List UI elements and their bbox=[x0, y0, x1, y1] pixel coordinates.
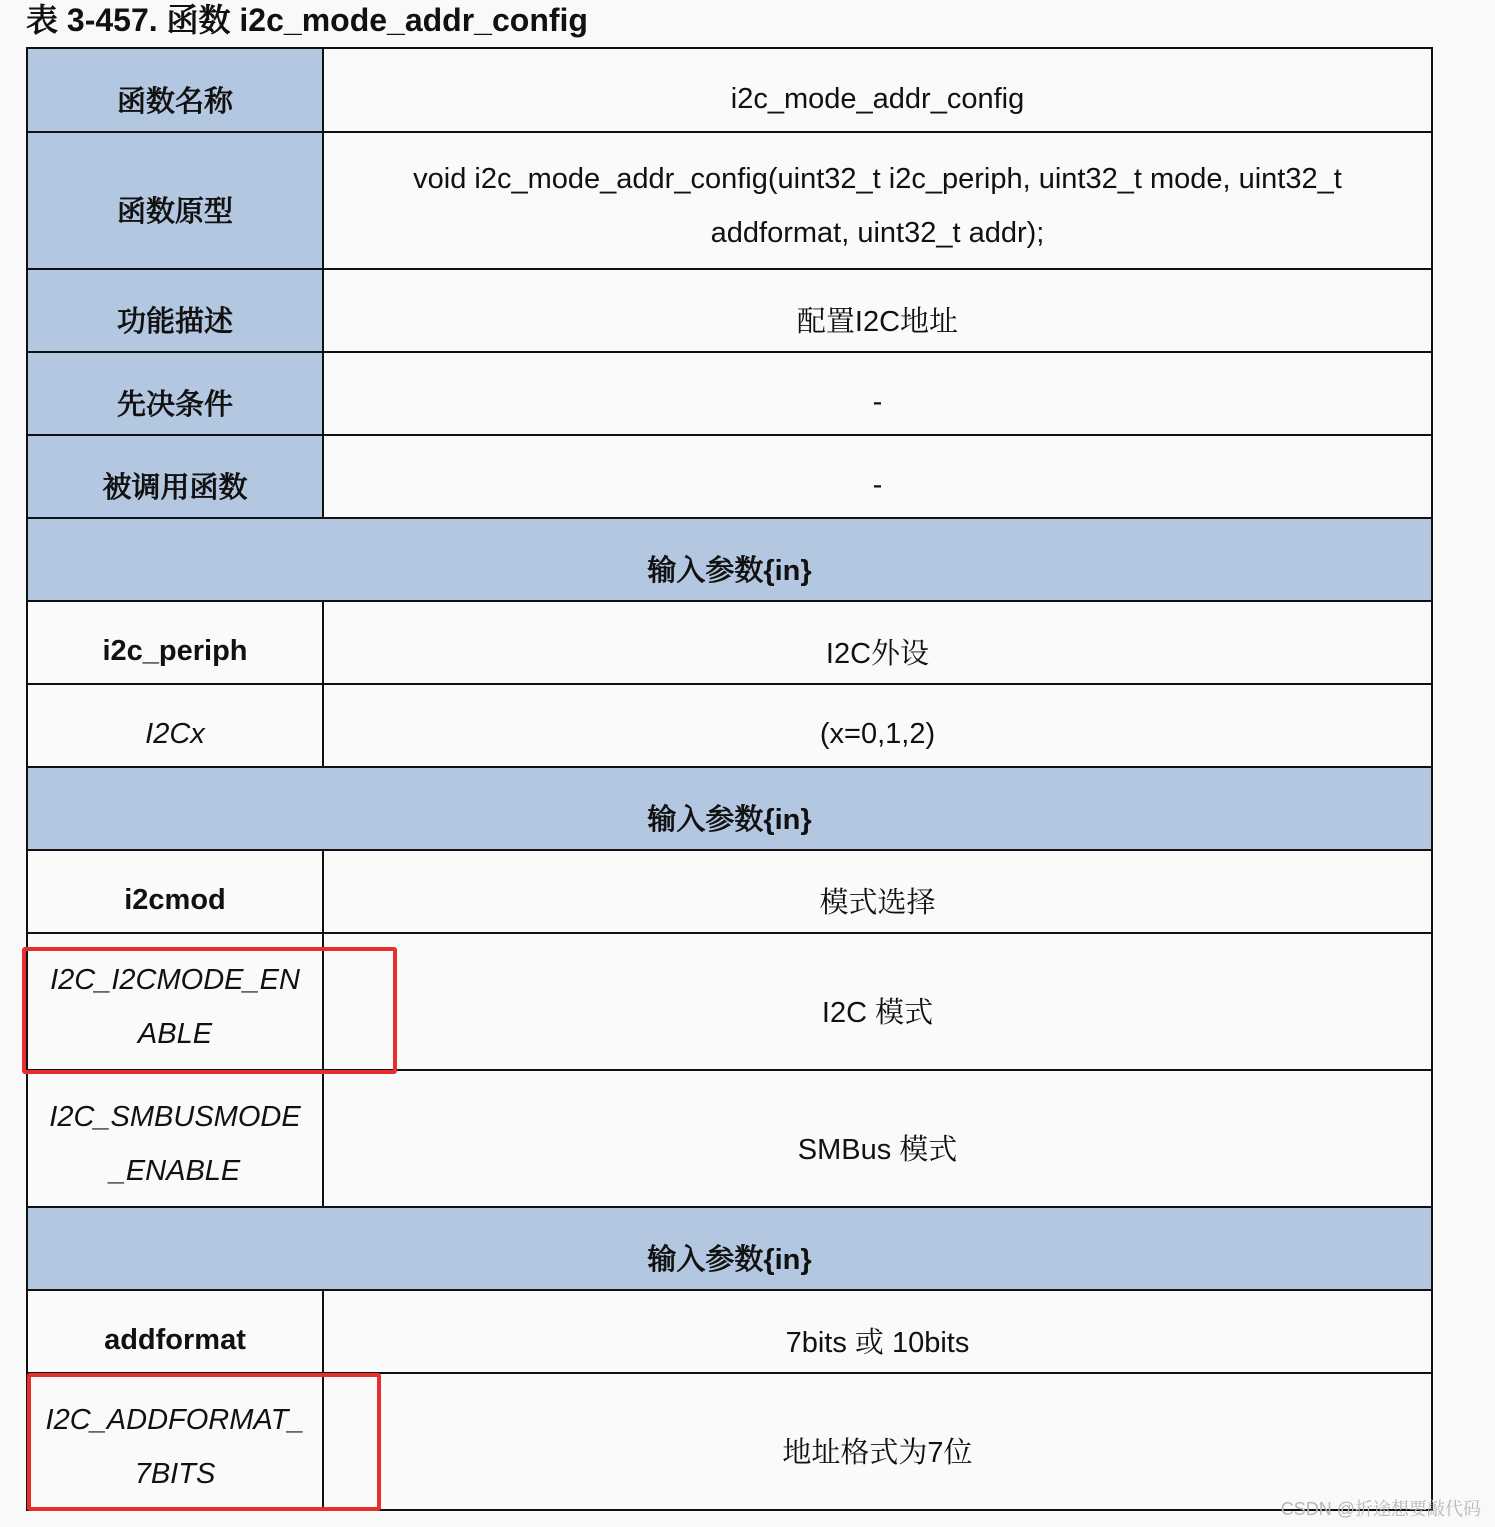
section-header: 输入参数{in} bbox=[27, 767, 1432, 850]
table-row bbox=[27, 850, 1432, 933]
watermark: CSDN @折途想要敲代码 bbox=[1280, 1499, 1481, 1519]
table-row bbox=[27, 435, 1432, 518]
row-key-function-name: 函数名称 bbox=[27, 48, 323, 132]
row-value-prototype bbox=[323, 132, 1432, 269]
option-name: I2Cx bbox=[27, 684, 323, 767]
table-row bbox=[27, 48, 1432, 132]
table-row bbox=[27, 601, 1432, 684]
table-caption: 表 3-457. 函数 i2c_mode_addr_config bbox=[26, 2, 588, 38]
row-key-description: 功能描述 bbox=[27, 269, 323, 352]
param-name: i2c_periph bbox=[27, 601, 323, 684]
table-row bbox=[27, 269, 1432, 352]
option-desc: 地址格式为7位 bbox=[323, 1373, 1432, 1510]
row-value-called-functions: - bbox=[323, 435, 1432, 518]
function-spec-table bbox=[26, 47, 1433, 1511]
param-desc: 7bits 或 10bits bbox=[323, 1290, 1432, 1373]
section-header-row bbox=[27, 767, 1432, 850]
table-row bbox=[27, 933, 1432, 1070]
prototype-line-1: void i2c_mode_addr_config(uint32_t i2c_periph, uint32_t mode, uint32_t bbox=[413, 162, 1342, 195]
table-row bbox=[27, 132, 1432, 269]
param-desc: I2C外设 bbox=[323, 601, 1432, 684]
row-key-precondition: 先决条件 bbox=[27, 352, 323, 435]
section-header-row bbox=[27, 1207, 1432, 1290]
option-desc: I2C 模式 bbox=[323, 933, 1432, 1070]
section-header: 输入参数{in} bbox=[27, 518, 1432, 601]
row-value-precondition: - bbox=[323, 352, 1432, 435]
param-desc: 模式选择 bbox=[323, 850, 1432, 933]
option-name: I2C_SMBUSMODE _ENABLE bbox=[27, 1070, 323, 1207]
row-value-description: 配置I2C地址 bbox=[323, 269, 1432, 352]
section-header-row bbox=[27, 518, 1432, 601]
row-value-function-name: i2c_mode_addr_config bbox=[323, 48, 1432, 132]
section-header: 输入参数{in} bbox=[27, 1207, 1432, 1290]
prototype-line-2: addformat, uint32_t addr); bbox=[710, 216, 1045, 249]
table-row bbox=[27, 684, 1432, 767]
option-desc: (x=0,1,2) bbox=[323, 684, 1432, 767]
table-row bbox=[27, 1070, 1432, 1207]
row-key-prototype: 函数原型 bbox=[27, 132, 323, 269]
option-desc: SMBus 模式 bbox=[323, 1070, 1432, 1207]
option-name: I2C_ADDFORMAT_ 7BITS bbox=[27, 1373, 323, 1510]
row-key-called-functions: 被调用函数 bbox=[27, 435, 323, 518]
param-name: i2cmod bbox=[27, 850, 323, 933]
table-row bbox=[27, 1290, 1432, 1373]
table-row bbox=[27, 352, 1432, 435]
param-name: addformat bbox=[27, 1290, 323, 1373]
option-name: I2C_I2CMODE_EN ABLE bbox=[27, 933, 323, 1070]
table-row bbox=[27, 1373, 1432, 1510]
